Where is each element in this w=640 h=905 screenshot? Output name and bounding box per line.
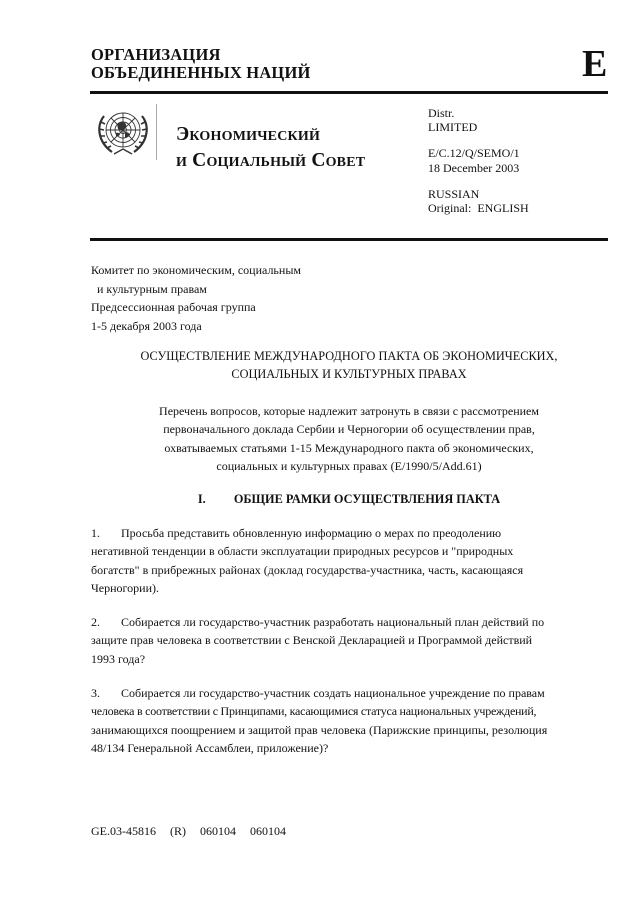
- language-code: E: [582, 43, 608, 85]
- document-subtitle: [90, 402, 608, 475]
- paragraph-2: [91, 613, 611, 668]
- job-number: GE.03-45816: [91, 824, 156, 838]
- paragraph-number: 2.: [91, 615, 100, 629]
- council-name: [176, 122, 365, 174]
- paragraph-line: 48/134 Генеральной Ассамблеи, приложение)?: [91, 740, 329, 755]
- paragraph-1: [91, 524, 611, 597]
- un-emblem-icon: [92, 104, 154, 160]
- paragraph-line: Просьба представить обновленную информацию о мерах по преодолению: [121, 526, 502, 540]
- original-language: Original: ENGLISH: [428, 201, 529, 216]
- organization-name: [91, 46, 311, 82]
- paragraph-line: негативной тенденции в области эксплуатации природных ресурсов и "природных: [91, 544, 514, 559]
- session-dates: 1-5 декабря 2003 года: [91, 318, 202, 333]
- subtitle-line-2: первоначального доклада Сербии и Черногории об осуществлении прав,: [163, 422, 535, 437]
- section-title: ОБЩИЕ РАМКИ ОСУЩЕСТВЛЕНИЯ ПАКТА: [233, 492, 501, 506]
- subtitle-line-3: охватываемых статьями 1-15 Международного пакта об экономических,: [164, 440, 534, 455]
- title-line-1: ОСУЩЕСТВЛЕНИЕ МЕЖДУНАРОДНОГО ПАКТА ОБ ЭКОНОМИЧЕСКИХ,: [140, 349, 558, 363]
- working-group: Предсессионная рабочая группа: [91, 300, 256, 314]
- language-code-footer: (R): [170, 824, 186, 838]
- document-title: [90, 347, 608, 383]
- footer: [91, 824, 300, 838]
- document-symbol: E/C.12/Q/SEMO/1: [428, 146, 520, 161]
- section-number: I.: [197, 492, 206, 506]
- bottom-rule: [90, 238, 608, 241]
- distribution-label: Distr.: [428, 106, 455, 120]
- council-line-1: Экономический: [176, 124, 321, 145]
- paragraph-line: 1993 года?: [91, 651, 146, 666]
- paragraph-line: Собирается ли государство-участник создать национальное учреждение по правам: [121, 686, 545, 700]
- paragraph-line: Черногории).: [91, 580, 160, 595]
- paragraph-number: 1.: [91, 526, 100, 540]
- paragraph-number: 3.: [91, 686, 100, 700]
- subtitle-line-1: Перечень вопросов, которые надлежит затронуть в связи с рассмотрением: [159, 404, 539, 418]
- section-heading: [90, 491, 608, 507]
- paragraph-3: [91, 684, 611, 757]
- paragraph-line: богатств" в прибрежных районах (доклад государства-участника, часть, касающаяся: [91, 562, 524, 577]
- document-language: RUSSIAN: [428, 186, 480, 201]
- document-date: 18 December 2003: [428, 160, 520, 175]
- top-rule: [90, 91, 608, 94]
- footer-date-2: 060104: [250, 824, 286, 838]
- paragraph-line: защите прав человека в соответствии с Венской Декларацией и Программой действий: [91, 633, 533, 648]
- committee-line-1: Комитет по экономическим, социальным: [91, 263, 301, 277]
- paragraph-line: занимающихся поощрением и защитой прав человека (Парижские принципы, резолюция: [91, 722, 548, 737]
- council-line-2: и Социальный Совет: [176, 150, 366, 171]
- paragraph-line: Собирается ли государство-участник разработать национальный план действий по: [121, 615, 545, 629]
- emblem-separator: [156, 104, 157, 160]
- organization-line-1: ОРГАНИЗАЦИЯ: [91, 45, 221, 64]
- subtitle-line-4: социальных и культурных правах (E/1990/5/Add.61): [216, 458, 482, 473]
- organization-line-2: ОБЪЕДИНЕННЫХ НАЦИЙ: [91, 63, 311, 82]
- document-metadata: [428, 106, 529, 215]
- committee-line-2: и культурным правам: [97, 281, 207, 296]
- paragraph-line: человека в соответствии с Принципами, касающимися статуса национальных учреждений,: [91, 704, 537, 719]
- committee-block: [91, 261, 301, 335]
- title-line-2: СОЦИАЛЬНЫХ И КУЛЬТУРНЫХ ПРАВАХ: [231, 367, 467, 381]
- footer-date-1: 060104: [200, 824, 236, 838]
- distribution-value: LIMITED: [428, 120, 478, 135]
